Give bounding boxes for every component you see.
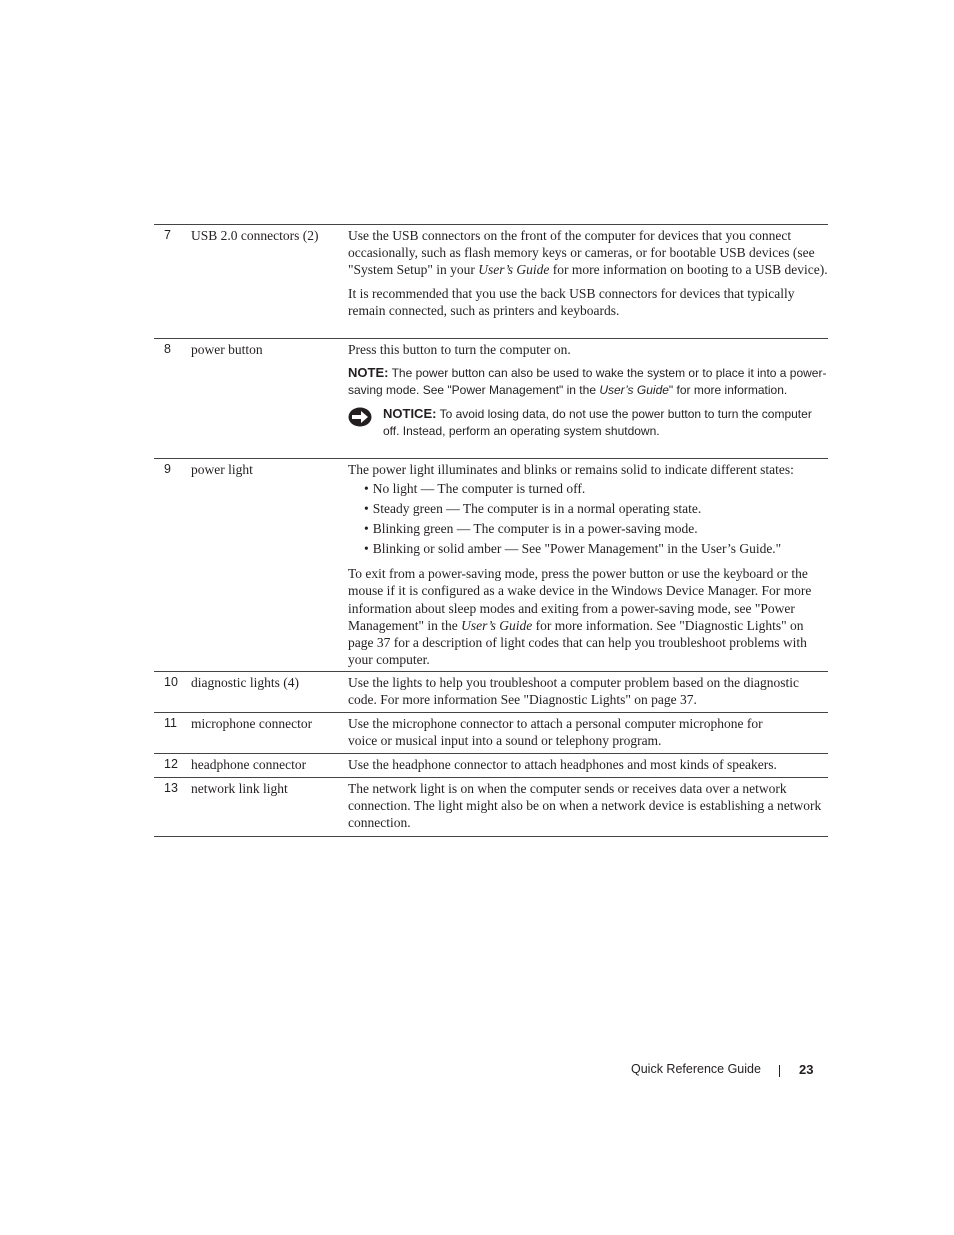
desc-text: To exit from a power-saving mode, press the power button or use the keyboard or the mouse if it is configured as a wake device in the Windows Device Manager. For more information about sleep modes and exiting from a power-saving mode, see "Power Management" in the	[348, 566, 812, 633]
desc-text: Use the USB connectors on the front of the computer for devices that you connect occasionally, such as flash memory keys or cameras, or for bootable USB devices (see "System Setup" in your	[348, 228, 815, 278]
table-row	[154, 672, 828, 713]
note-text: The power button can also be used to wake the system or to place it into a power-saving mode. See "Power Management" in the	[348, 366, 827, 398]
desc-paragraph: The network light is on when the computer sends or receives data over a network connection. The light might also be on when a network device is establishing a network connection.	[348, 781, 822, 831]
table-row	[154, 778, 828, 837]
page-number: 23	[799, 1062, 814, 1077]
desc-paragraph: The power light illuminates and blinks or remains solid to indicate different states:	[348, 462, 794, 477]
note-italic: User’s Guide	[599, 383, 669, 398]
list-item: • No light — The computer is turned off.	[364, 481, 586, 497]
state-list	[348, 480, 828, 557]
item-number: 10	[164, 675, 178, 689]
item-description	[348, 780, 828, 832]
desc-text: for more information. See "Diagnostic Lights" on page 37 for a description of light codes that can help you troubleshoot problems with your computer.	[348, 617, 807, 668]
desc-paragraph: Use the lights to help you troubleshoot a computer problem based on the diagnostic code. For more information See "Diagnostic Lights" on page 37.	[348, 675, 800, 708]
list-item: • Blinking green — The computer is in a power-saving mode.	[364, 521, 698, 537]
table-row	[154, 225, 828, 339]
spec-table	[154, 224, 828, 837]
desc-italic: User’s Guide	[478, 262, 550, 278]
item-name: USB 2.0 connectors (2)	[191, 228, 319, 243]
note-text: " for more information.	[668, 383, 788, 398]
note-block	[348, 364, 828, 399]
table-row	[154, 713, 828, 754]
item-number: 11	[164, 716, 177, 730]
desc-paragraph: It is recommended that you use the back USB connectors for devices that typically remain connected, such as printers and keyboards.	[348, 285, 795, 318]
item-number: 9	[164, 462, 171, 476]
item-name: microphone connector	[191, 716, 313, 731]
item-name: headphone connector	[191, 757, 307, 772]
item-name: network link light	[191, 781, 288, 796]
item-description	[348, 227, 828, 319]
item-description	[348, 461, 828, 668]
item-number: 8	[164, 342, 171, 356]
desc-paragraph: Use the microphone connector to attach a personal computer microphone for voice or musical input into a sound or telephony program.	[348, 716, 763, 749]
item-description	[348, 756, 828, 773]
item-description	[348, 674, 828, 708]
footer-divider	[779, 1065, 780, 1077]
page-footer	[631, 1062, 831, 1080]
desc-paragraph: Press this button to turn the computer on.	[348, 342, 571, 357]
desc-text: for more information on booting to a USB device).	[549, 262, 828, 278]
item-number: 13	[164, 781, 178, 795]
notice-arrow-icon	[348, 407, 372, 427]
desc-italic: User’s Guide	[461, 617, 533, 633]
item-name: power light	[191, 462, 253, 477]
table-row	[154, 754, 828, 778]
table-row	[154, 339, 828, 459]
desc-paragraph: Use the headphone connector to attach headphones and most kinds of speakers.	[348, 757, 777, 772]
note-label: NOTE:	[348, 365, 389, 381]
table-row	[154, 459, 828, 672]
item-number: 7	[164, 228, 171, 242]
notice-label: NOTICE:	[383, 406, 437, 422]
item-description	[348, 341, 828, 440]
list-item: • Blinking or solid amber — See "Power Management" in the User’s Guide."	[364, 541, 782, 557]
list-item: • Steady green — The computer is in a normal operating state.	[364, 501, 702, 517]
item-name: power button	[191, 342, 263, 357]
notice-text: To avoid losing data, do not use the power button to turn the computer off. Instead, perform an operating system shutdown.	[383, 407, 812, 439]
item-description	[348, 715, 828, 749]
notice-block	[348, 405, 828, 440]
footer-title: Quick Reference Guide	[631, 1062, 761, 1076]
item-number: 12	[164, 757, 178, 771]
item-name: diagnostic lights (4)	[191, 675, 299, 690]
